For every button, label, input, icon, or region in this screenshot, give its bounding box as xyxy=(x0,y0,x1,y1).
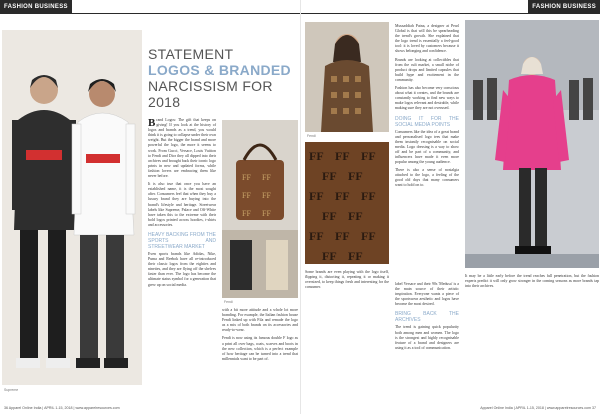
title-line-3: NARCISSISM FOR xyxy=(148,78,273,94)
title-line-2: LOGOS & BRANDED xyxy=(148,62,291,78)
svg-text:FF: FF xyxy=(309,189,324,203)
supreme-photo-caption: Supreme xyxy=(4,388,19,392)
supreme-models-photo xyxy=(2,30,142,385)
body-paragraph: Even sports brands like Adidas, Nike, Puma and Reebok have all re-introduced their classic logos from the eighties and nineties, and they are flying off the shelves faster than ever. The logo has become the ultimate status symbol for a generation that grew up on social media. xyxy=(148,251,216,287)
svg-text:FF: FF xyxy=(242,191,251,200)
svg-text:FF: FF xyxy=(335,229,350,243)
svg-text:FF: FF xyxy=(335,189,350,203)
header-rule-left xyxy=(0,13,300,14)
body-paragraph: It is also true that once you have an established name, it is the most sought after. Consumers feel that when they buy a luxury brand they are buying into the brand's lifestyle and heritage. Streetwear labels like Supreme, Palace and Off-White have taken this to the extreme with their bold logos printed across hoodies, t-shirts and accessories. xyxy=(148,182,216,227)
body-paragraph: There is also a sense of nostalgia attached to the logo, a feeling of the good old days that many consumers want to hold on to. xyxy=(395,168,459,188)
subheading-social-media: DOING IT FOR THE SOCIAL MEDIA POINTS xyxy=(395,115,459,128)
svg-text:FF: FF xyxy=(322,169,337,183)
body-paragraph: It may be a little early before the trend reaches full penetration, but the fashion experts predict it will only grow stronger in the coming seasons as more brands tap into their archives. xyxy=(465,274,599,289)
body-paragraph: The trend is gaining quick popularity both among men and women. The logo is the strongest and highly recognisable feature of a brand and designers are using it as a tool of communication. xyxy=(395,325,459,350)
svg-text:FF: FF xyxy=(348,249,363,263)
svg-text:FF: FF xyxy=(348,169,363,183)
svg-text:FF: FF xyxy=(309,149,324,163)
svg-text:FF: FF xyxy=(335,149,350,163)
footer-left: 36 Apparel Online India | APRIL 1-15, 2018 | www.apparelresources.com xyxy=(4,406,120,410)
body-paragraph: Mussaddiah Patna, a designer at Pearl Global is that will this be spearheading the trend's growth. She explained that the logo trend is essentially a feel-good tool: it is loved by customers because it shows belonging and confidence. xyxy=(395,24,459,54)
right-page xyxy=(300,0,600,414)
svg-text:FF: FF xyxy=(361,229,376,243)
svg-text:FF: FF xyxy=(361,189,376,203)
svg-text:FF: FF xyxy=(262,173,271,182)
right-col-4 xyxy=(465,274,599,289)
svg-text:FF: FF xyxy=(242,209,251,218)
intro-paragraph: Brand Logos: The gift that keeps on giving! If you look at the history of logos and brands as a trend, you would think it is going to collapse under their own weight. But the bigger the brand and more powerful the logo, the more it seems to work. From Gucci, Versace, Louis Vuitton to Fendi and Dior they all dipped into their archives and brought back their iconic logo prints in new and updated forms, while fashion lovers are embracing them like never before. xyxy=(148,117,216,179)
runway-photo xyxy=(465,20,599,268)
svg-text:FF: FF xyxy=(322,209,337,223)
svg-text:FF: FF xyxy=(262,191,271,200)
fendi-bag-caption: Fendi xyxy=(224,300,233,304)
fendi-pattern-photo xyxy=(305,142,389,264)
svg-text:FF: FF xyxy=(262,209,271,218)
section-header-left: FASHION BUSINESS xyxy=(0,0,72,14)
title-line-4: 2018 xyxy=(148,94,181,110)
svg-text:FF: FF xyxy=(361,149,376,163)
right-col-1 xyxy=(305,270,389,290)
right-col-3 xyxy=(395,282,459,351)
model-top-photo xyxy=(305,22,389,132)
body-paragraph: Brands are looking at collectibles that from the cult market, a small niche of product drops and limited capsules that build hype and excitement in the community. xyxy=(395,57,459,82)
svg-text:FF: FF xyxy=(309,229,324,243)
footer-right: Apparel Online India | APRIL 1-15, 2018 | www.apparelresources.com 37 xyxy=(480,406,596,410)
svg-text:FF: FF xyxy=(322,249,337,263)
left-body-column xyxy=(148,118,216,288)
right-col-2 xyxy=(395,24,459,189)
body-paragraph: Some brands are even playing with the logo itself, flipping it, distorting it, repeating it or making it oversized, to keep things fresh and interesting for the consumer. xyxy=(305,270,389,290)
svg-text:FF: FF xyxy=(242,173,251,182)
body-paragraph: label Versace and their 90s 'Medusa' is a the main source of their artistic inspiration. Everyone wants a piece of the sportswear aesthetic and logos have become the most desired. xyxy=(395,282,459,307)
center-body-column xyxy=(222,308,298,362)
body-paragraph: Fashion has also become very conscious about what it creates, and the brands are constantly working to find new ways to make logos relevant and desirable, while making sure they are not overused. xyxy=(395,86,459,111)
title-line-1: STATEMENT xyxy=(148,46,234,62)
body-paragraph: Fendi is now using its famous double F logo as a print all over bags, coats, scarves and boots in the new collection, which is a perfect example of how heritage can be turned into a trend that millennials want to be part of. xyxy=(222,336,298,361)
model-top-caption: Fendi xyxy=(307,134,316,138)
subheading-archives: BRING BACK THE ARCHIVES xyxy=(395,311,459,324)
body-paragraph: Consumers like the idea of a great brand and personalised logo tees that make them instantly recognisable on social media. Logo dressing is a way to show off and be part of a community, and influencers have made it even more popular among the young audience. xyxy=(395,129,459,165)
article-title xyxy=(148,46,298,110)
subheading-sports: HEAVY BACKING FROM THE SPORTS AND STREETWEAR MARKET xyxy=(148,231,216,250)
fendi-bag-photo xyxy=(222,120,298,298)
header-rule-right xyxy=(301,13,600,14)
svg-text:FF: FF xyxy=(348,209,363,223)
section-header-right: FASHION BUSINESS xyxy=(528,0,600,14)
body-paragraph: with a bit more attitude and a whole lot more branding. For example, the Italian fashion house Fendi linked up with Fila and remade the logo as a mix of both brands on its accessories and ready-to-wear. xyxy=(222,308,298,333)
drop-cap: B xyxy=(148,117,156,129)
